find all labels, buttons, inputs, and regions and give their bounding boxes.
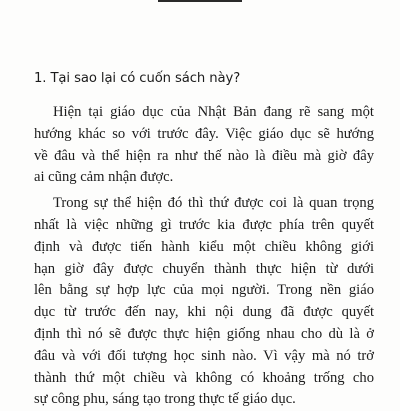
text-line: Trong sự thể hiện đó thì thứ được coi là quan trọng <box>53 195 374 212</box>
text-line: Hiện tại giáo dục của Nhật Bản đang rẽ sang một <box>53 104 374 120</box>
text-line: định thì nó sẽ được thực hiện giống nhau cho dù là ở <box>34 325 374 342</box>
text-line: đâu và với đối tượng học sinh nào. Vì vậy mà nó trở <box>34 347 374 364</box>
text-line: về đâu và thể hiện ra như thế nào là điều mà giờ đây <box>34 147 374 164</box>
text-line: hạn giờ đây được chuyển thành thực hiện từ dưới <box>34 260 374 277</box>
text-line: ai cũng cảm nhận được. <box>34 169 174 186</box>
paragraph <box>34 193 374 411</box>
text-line: thành thứ một chiều và không có khoảng trống cho <box>34 369 374 386</box>
text-line: sự công phu, sáng tạo trong thực tế giáo dục. <box>34 391 296 408</box>
text-line: hướng khác so với trước đây. Việc giáo dục sẽ hướng <box>34 125 374 142</box>
text-line: nhất là việc những gì trước kia được phía trên quyết <box>34 216 374 233</box>
text-line: dục từ trước đến nay, khi nội dung đã được quyết <box>34 304 374 321</box>
section-heading: 1. Tại sao lại có cuốn sách này? <box>34 71 241 86</box>
text-line: định và được tiến hành kiểu một chiều không giới <box>34 238 374 255</box>
top-divider-line <box>158 0 242 2</box>
paragraph <box>34 102 374 189</box>
body-text <box>34 102 374 411</box>
text-line: lên bằng sự hợp lực của mọi người. Trong nền giáo <box>34 282 374 299</box>
